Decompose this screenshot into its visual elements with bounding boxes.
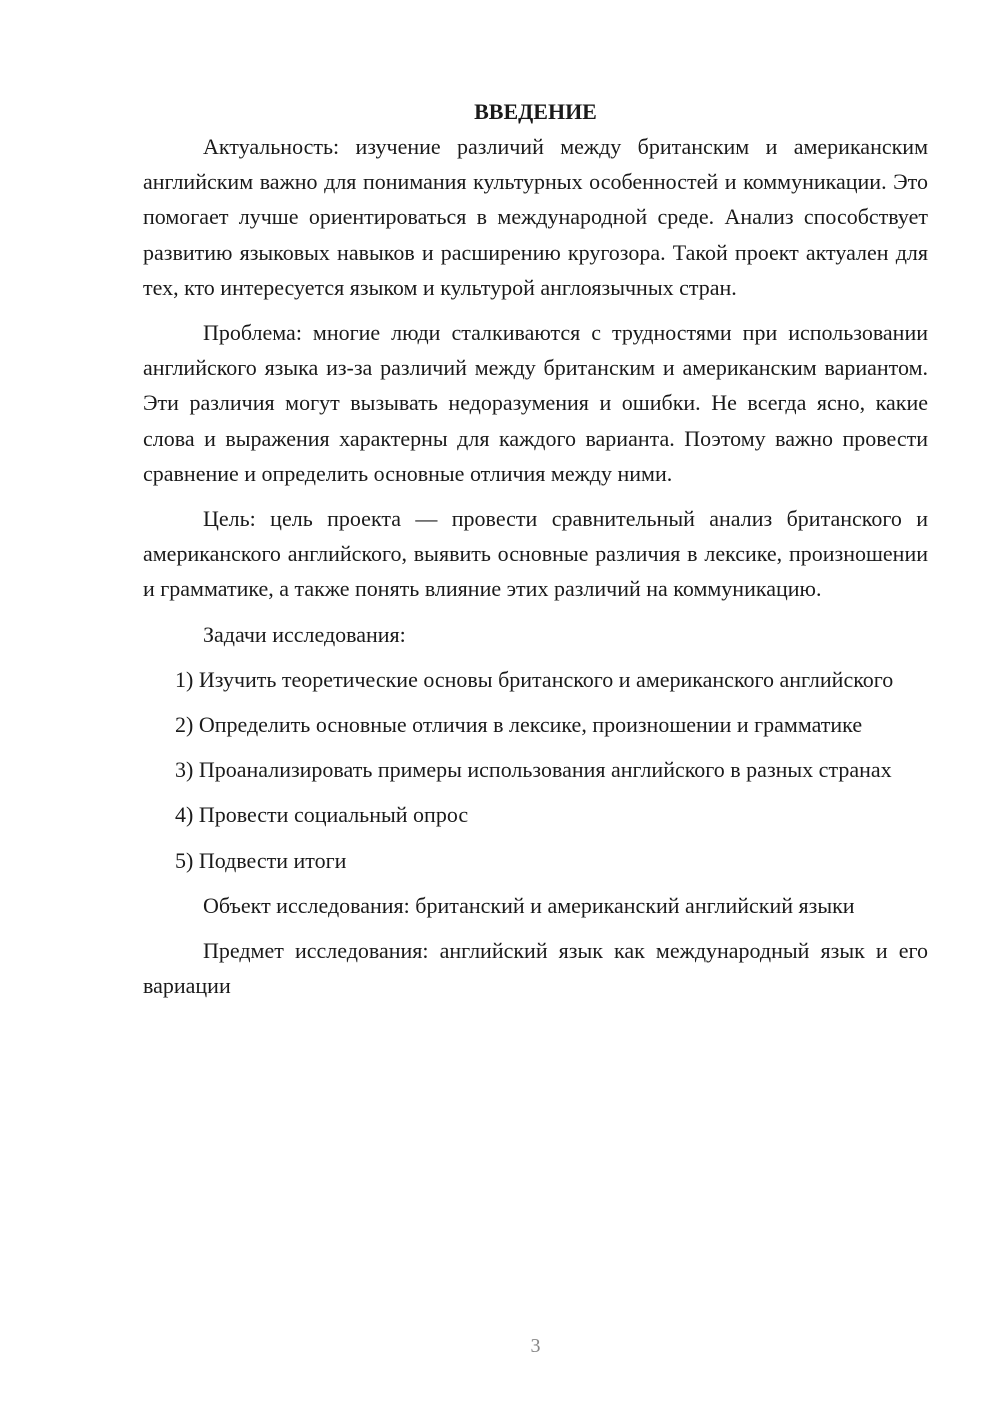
task-list-item: 5) Подвести итоги	[175, 847, 347, 873]
task-list-item: 1) Изучить теоретические основы британского и американского английского	[175, 666, 894, 692]
page-number: 3	[530, 1335, 541, 1357]
tasks-intro-paragraph: Задачи исследования:	[203, 621, 406, 647]
subject-paragraph: Предмет исследования: английский язык как международный язык и его вариации	[143, 938, 928, 999]
page-content	[143, 94, 928, 1013]
problem-paragraph: Проблема: многие люди сталкиваются с трудностями при использовании английского языка из-за различий между британским и американским вариантом. Эти различия могут вызывать недоразумения и ошибки. Не всегда ясно, какие слова и выражения характерны для каждого варианта. Поэтому важно провести сравнение и определить основные отличия между ними.	[143, 320, 928, 486]
task-list-item: 4) Провести социальный опрос	[175, 802, 469, 828]
relevance-paragraph: Актуальность: изучение различий между британским и американским английским важно для понимания культурных особенностей и коммуникации. Это помогает лучше ориентироваться в международной среде. Анализ способствует развитию языковых навыков и расширению кругозора. Такой проект актуален для тех, кто интересуется языком и культурой англоязычных стран.	[143, 134, 928, 300]
task-list-item: 2) Определить основные отличия в лексике, произношении и грамматике	[175, 712, 863, 738]
object-paragraph: Объект исследования: британский и американский английский языки	[203, 892, 855, 918]
goal-paragraph: Цель: цель проекта — провести сравнительный анализ британского и американского английского, выявить основные различия в лексике, произношении и грамматике, а также понять влияние этих различий на коммуникацию.	[143, 506, 928, 602]
task-list-item: 3) Проанализировать примеры использования английского в разных странах	[175, 757, 892, 783]
section-heading: ВВЕДЕНИЕ	[474, 99, 597, 124]
